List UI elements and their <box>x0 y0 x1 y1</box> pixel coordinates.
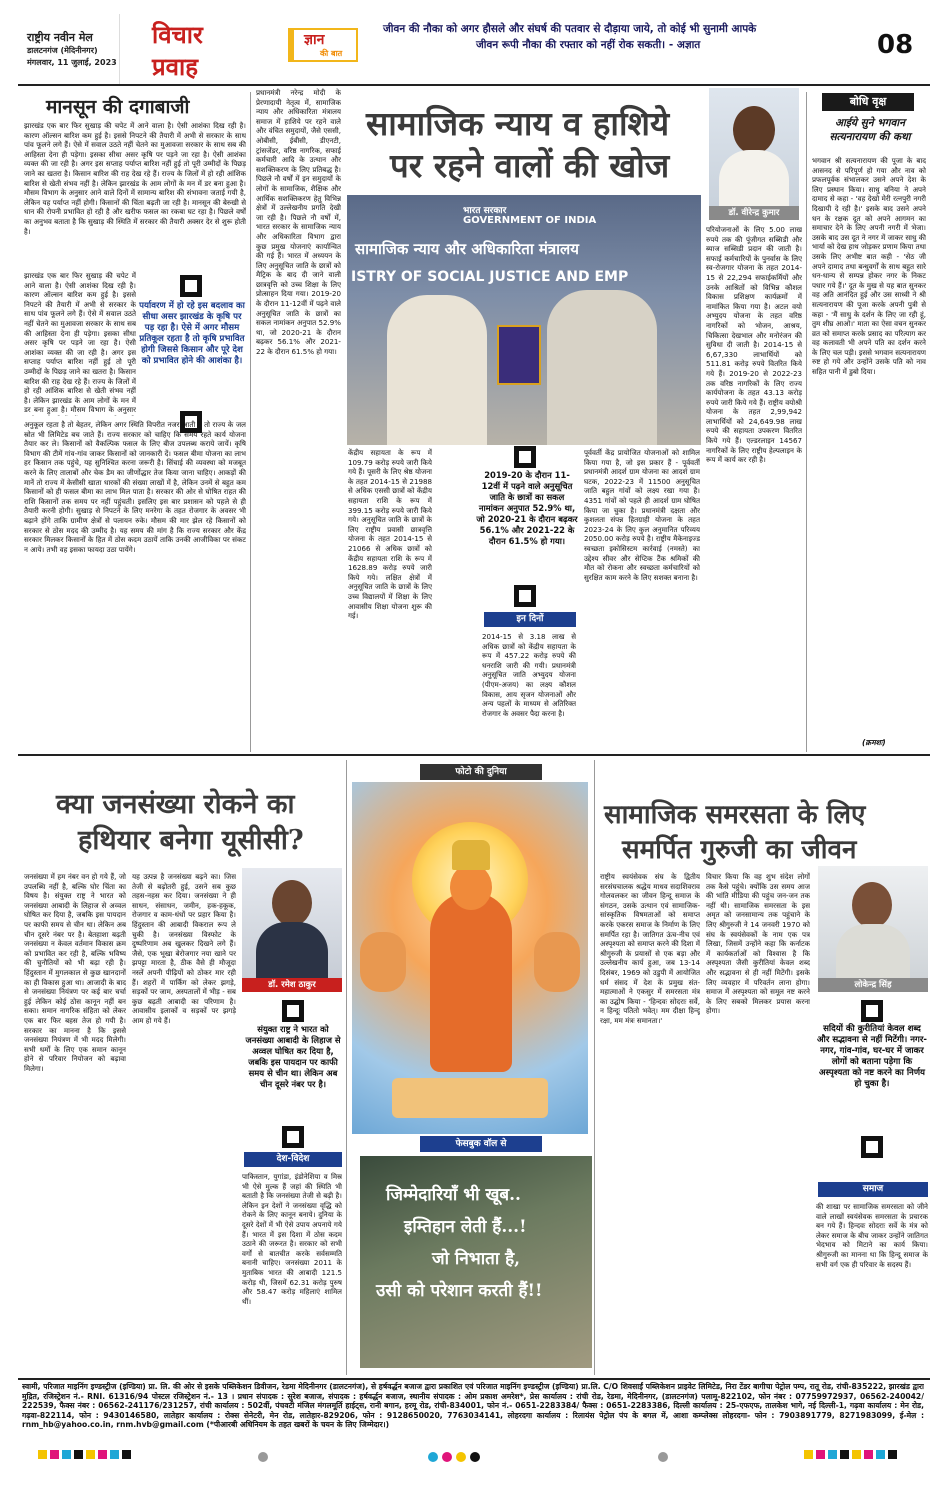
quote-mark-icon <box>180 275 202 297</box>
author-photo-lokendra <box>818 866 928 978</box>
gyan-sub-label: की बात <box>320 49 343 58</box>
samrasta-title-line-2: समर्पित गुरुजी का जीवन <box>622 835 857 865</box>
editorial-body-1: झारखंड एक बार फिर सुखाड़ की चपेट में आने वाला है। ऐसी आशंका दिख रही है। कारण ऑल्सन बारिश कम हुई है। इससे निपटने की तैयारी में अभी से सरकार के साथ पांव फूलने लगे हैं। ऐसे में सवाल उठते नहीं चेतने का मुआवजा सरकार के साथ सब की आहिस्ता देना ही पड़ेगा। इसका सीधा असर कृषि पर पड़ने जा रहा है। ऐसी आशंका व्यक्त की जा रही है। अगर इस सप्ताह पर्याप्त बारिश नहीं हुई तो पूरी उम्मीदों के पिछड़ जाने का खतरा है। किसान बारिश की राह देख रहे हैं। राज्य के जिलों में हो रही आंशिक बारिश से खेती संभव नहीं है। लेकिन झारखंड के आम लोगों के मन में डर बना हुआ है। मौसम विभाग के अनुसार आने वाले दिनों में सामान्य बारिश की संभावना जताई गयी है, लेकिन यह पर्याप्त नहीं होगी। किसानों की चिंता बढ़ती जा रही है। मानसून की बेरुखी से धान की रोपनी प्रभावित हो रही है और खरीफ फसल का रकबा घट रहा है। पिछले वर्षों का अनुभव बताता है कि सुखाड़ की स्थिति में सरकार की तैयारी अक्सर देर से शुरू होती है। <box>24 121 246 236</box>
samrasta-col-2: विचार किया कि वह शुभ संदेश लोगों तक कैसे पहुंचे। क्योंकि उस समय आज की भांति मीडिया की पहुंच जन-जन तक नहीं थी। सामाजिक समरसता के इस अमृत को जनसामान्य तक पहुंचाने के लिए श्रीगुरुजी ने 14 जनवरी 1970 को संघ के स्वयंसेवकों के नाम एक पत्र लिखा, जिसमें उन्होंने कहा कि कर्नाटक में कार्यकर्ताओं को विश्वास है कि अस्पृश्यता जैसी कुरीतियां केवल शब्द और सद्भावना से ही नहीं मिटेंगी। इसके लिए व्यवहार में परिवर्तन लाना होगा। समाज में अस्पृश्यता को समूल नष्ट करने के लिए सबको मिलकर प्रयास करना होगा। <box>706 872 810 1016</box>
in-days-label: इन दिनों <box>484 612 576 627</box>
bodh-vriksh-footer: (क्रमशः) <box>862 738 886 747</box>
photo-banner-text-4: ISTRY OF SOCIAL JUSTICE AND EMP <box>351 269 629 285</box>
figure-body <box>430 892 512 1072</box>
author-caption-virendra: डॉ. वीरेन्द्र कुमार <box>709 206 799 220</box>
divider <box>18 1378 930 1380</box>
quote-mark-icon <box>282 1000 304 1022</box>
facebook-wall-label: फेसबुक वॉल से <box>420 1136 542 1152</box>
ucc-col-3: पाकिस्तान, युगांडा, इंडोनेशिया व मिस्र भी ऐसे मुल्क हैं जहां की स्थिति भी बताती है कि जनसंख्या तेजी से बढ़ी है। लेकिन इन देशों ने जनसंख्या वृद्धि को रोकने के लिए कानून बनाये। दुनिया के दूसरे देशों में भी ऐसे उपाय अपनाये गये हैं। भारत में इस दिशा में ठोस कदम उठाने की जरूरत है। सरकार को सभी वर्गों से बातचीत करके सर्वसम्मति बनानी चाहिए। जनसंख्या 2011 के मुताबिक भारत की आबादी 121.5 करोड़ थी, जिसमें 62.31 करोड़ पुरुष और 58.47 करोड़ महिलाएं शामिल थीं। <box>242 1172 342 1306</box>
desh-videsh-label: देश-विदेश <box>244 1152 342 1167</box>
divider <box>594 760 595 1375</box>
photo-banner-text-3: सामाजिक न्याय और अधिकारिता मंत्रालय <box>355 240 579 258</box>
fb-quote-line-3: जो निभाता है, <box>432 1249 521 1269</box>
quote-mark-icon <box>861 1000 883 1022</box>
editorial-pullquote <box>138 275 246 435</box>
ucc-col-2: यह उत्पन्न है जनसंख्या बढ़ने का। जिस तेजी से बढ़ोतरी हुई, उसने सब कुछ तहस-नहस कर दिया। जनसंख्या ने ही साधन, संसाधन, जमीन, हक-हकूक, रोजगार व काम-धंधों पर प्रहार किया है। हिंदुस्तान की आबादी विकराल रूप ले चुकी है। जनसंख्या विस्फोट के दुष्परिणाम अब खुलकर दिखने लगे हैं। जैसे, एक भूखा बेरोजगार नया खाने पर झपट्टा मारता है, ठीक वैसे ही मौजूदा नस्लें अपनी पीढ़ियों को ठोकर मार रही हैं। शहरों में पार्किंग को लेकर झगड़े, सड़कों पर जाम, अस्पतालों में भीड़ - सब कुछ बढ़ती आबादी का परिणाम है। आवासीय इलाकों व सड़कों पर झगड़े आम हो गये हैं। <box>132 872 236 1025</box>
bodh-vriksh-title: आईये सुने भगवान सत्यनारायण की कथा <box>829 117 911 143</box>
person-left <box>387 295 487 445</box>
samrasta-col-1: राष्ट्रीय स्वयंसेवक संघ के द्वितीय सरसंघचालक श्रद्धेय माधव सदाशिवराव गोलवलकर का जीवन हिन्दू समाज के संगठन, उसके उत्थान एवं सामाजिक-सांस्कृतिक विषमताओं को समाप्त करके एकरस समाज के निर्माण के लिए समर्पित रहा है। जातिगत ऊंच-नीच एवं अस्पृश्यता को समाप्त करने की दिशा में श्रीगुरुजी के प्रयासों से एक बड़ा और उल्लेखनीय कार्य हुआ, जब 13-14 दिसंबर, 1969 को उडुपी में आयोजित धर्म संसद में देश के प्रमुख संत-महात्माओं ने एकसुर में समरसता मंत्र का उद्घोष किया - 'हिन्दवः सोदराः सर्वे, न हिन्दूः पतितो भवेत्। मम दीक्षा हिन्दू रक्षा, मम मंत्रः समानता।' <box>600 872 700 1025</box>
quote-mark-icon-2 <box>514 585 536 607</box>
crown <box>452 840 490 870</box>
masthead-rule <box>18 84 930 86</box>
edition: डालटनगंज (मेदिनीनगर) <box>27 46 98 55</box>
author-caption-ramesh: डॉ. रमेश ठाकुर <box>242 978 342 992</box>
page-number: 08 <box>877 30 914 60</box>
gyan-label: ज्ञान <box>304 32 325 48</box>
pullquote-text: पर्यावरण में हो रहे इस बदलाव का सीधा असर झारखंड के कृषि पर पड़ रहा है। ऐसे में अगर मौसम प्रतिकूल रहता है तो कृषि प्रभावित होगी जिससे किसान और पूरे देश को प्रभावित होने की आशंका है। <box>139 301 245 366</box>
side-deity-right <box>534 932 580 992</box>
quote-line-2: जीवन रूपी नौका की रफ्तार को नहीं रोक सकती। - अज्ञात <box>476 39 701 51</box>
book-image <box>497 325 541 385</box>
ucc-pullquote <box>244 1000 342 1150</box>
sj-col-5: परियोजनाओं के लिए 5.00 लाख रुपये तक की पूंजीगत सब्सिडी और ब्याज सब्सिडी प्रदान की जाती है। सफाई कर्मचारियों के पुनर्वास के लिए स्व-रोजगार योजना के तहत 2014-15 से 22,294 सफाईकर्मियों और उनके आश्रितों को विभिन्न कौशल विकास प्रशिक्षण कार्यक्रमों में नामांकित किया गया है। अटल वयो अभ्युदय योजना के तहत वरिष्ठ नागरिकों को भोजन, आश्रय, चिकित्सा देखभाल और मनोरंजन की सुविधा दी जाती है। 2014-15 से 6,67,330 लाभार्थियों को 511.81 करोड़ रुपये वितरित किये गये हैं। 2019-20 से 2022-23 तक वरिष्ठ नागरिकों के लिए राज्य कार्ययोजना के तहत 43.13 करोड़ रुपये जारी किये गये हैं। राष्ट्रीय वयोश्री योजना के तहत 2,99,942 लाभार्थियों को 24,649.98 लाख रुपये की सहायता उपकरण वितरित किये गये हैं। एल्डरलाइन 14567 नागरिकों के लिए राष्ट्रीय हेल्पलाइन के रूप में कार्य कर रही है। <box>706 225 802 465</box>
ucc-pullquote-text: संयुक्त राष्ट्र ने भारत को जनसंख्या आबादी के लिहाज से अव्वल घोषित कर दिया है, जबकि इस पायदान पर काफी समय से चीन था। लेकिन अब चीन दूसरे नंबर पर है। <box>245 1024 341 1089</box>
ucc-title-line-1: क्या जनसंख्या रोकने का <box>56 789 295 820</box>
side-deity-left <box>360 932 406 992</box>
section-title-pravah: प्रवाह <box>152 52 198 81</box>
hanuman-image <box>352 782 588 1134</box>
ucc-title-line-2: हथियार बनेगा यूसीसी? <box>78 825 304 856</box>
quote-line-1: जीवन की नौका को अगर हौसले और संघर्ष की पतवार से दौड़ाया जाये, तो कोई भी सुनामी आपके <box>383 23 757 35</box>
sj-pullquote-text: 2019-20 के दौरान 11-12वीं में पढ़ने वाले अनुसूचित जाति के छात्रों का सकल नामांकन अनुपात 52.9% था, जो 2020-21 के दौरान बढ़कर 56.1% और 2021-22 के दौरान 61.5% हो गया। <box>476 470 578 546</box>
sj-col-4: पूर्ववर्ती केंद्र प्रायोजित योजनाओं को शामिल किया गया है, जो इस प्रकार हैं - पूर्ववर्ती प्रधानमंत्री आदर्श ग्राम योजना का आदर्श ग्राम घटक, 2022-23 में 11500 अनुसूचित जाति बहुल गांवों को लक्ष्य रखा गया है। 4351 गांवों को पहले ही आदर्श ग्राम घोषित किया जा चुका है। प्रधानमंत्री दक्षता और कुशलता संपन्न हितग्राही योजना के तहत 2023-24 के लिए कुल अनुमानित परिव्यय 2050.00 करोड़ रुपये है। राष्ट्रीय मैकेनाइज्ड स्वच्छता इकोसिस्टम कार्रवाई (नमस्ते) का उद्देश्य सीवर और सेप्टिक टैंक श्रमिकों की मौत को रोकना और स्वच्छता कर्मचारियों को सुरक्षित काम करने के लिए सशक्त बनाना है। <box>584 448 700 582</box>
divider <box>806 92 807 752</box>
quote-mark-icon <box>514 446 536 468</box>
pedestal <box>392 1078 548 1118</box>
sj-pullquote <box>476 446 578 576</box>
section-banner <box>119 14 239 84</box>
sj-title-line-1: सामाजिक न्याय व हाशिये <box>366 104 670 143</box>
sj-col-1: प्रधानमंत्री नरेन्द्र मोदी के प्रेरणादायी नेतृत्व में, सामाजिक न्याय और अधिकारिता मंत्रालय समाज में हाशिये पर रहने वाले और वंचित समुदायों, जैसे एससी, ओबीसी, ईबीसी, डीएनटी, ट्रांसजेंडर, वरिष्ठ नागरिक, सफाई कर्मचारी आदि के उत्थान और सशक्तिकरण के लिए प्रतिबद्ध है। पिछले नौ वर्षों में इन समुदायों के लोगों के सामाजिक, शैक्षिक और आर्थिक सशक्तिकरण हेतु विभिन्न क्षेत्रों में उल्लेखनीय प्रगति देखी जा रही है। पिछले नौ वर्षों में, भारत सरकार के सामाजिक न्याय और अधिकारिता विभाग द्वारा कुछ प्रमुख योजनाएं कार्यान्वित की गई हैं। भारत में अध्ययन के लिए अनुसूचित जाति के छात्रों को मैट्रिक के बाद दी जाने वाली छात्रवृत्ति को उच्च शिक्षा के लिए प्रोत्साहन दिया गया। 2019-20 के दौरान 11-12वीं में पढ़ने वाले अनुसूचित जाति के छात्रों का सकल नामांकन अनुपात 52.9% था, जो 2020-21 के दौरान बढ़कर 56.1% और 2021-22 के दौरान 61.5% हो गया। <box>256 88 341 357</box>
divider <box>250 92 251 752</box>
sj-col-3: केंद्रीय सहायता के रूप में 109.79 करोड़ रुपये जारी किये गये हैं। पूसरी के लिए श्रेष्ठ योजना के तहत 2014-15 से 21988 से अधिक एससी छात्रों को केंद्रीय सहायता राशि के रूप में 399.15 करोड़ रुपये जारी किये गये। अनुसूचित जाति के छात्रों के लिए राष्ट्रीय प्रवासी छात्रवृत्ति योजना के तहत 2014-15 से 21066 से अधिक छात्रों को केंद्रीय सहायता राशि के रूप में 1628.89 करोड़ रुपये जारी किये गये। लक्षित क्षेत्रों में अनुसूचित जाति के छात्रों के लिए उच्च विद्यालयों में शिक्षा के लिए आवासीय शिक्षा योजना शुरू की गई। <box>348 448 432 621</box>
bodh-vriksh-label: बोधि वृक्ष <box>822 93 914 111</box>
bodh-vriksh-body: भगवान श्री सत्यनारायण की पूजा के बाद आसनद से परिपूर्ण हो गया और नाव को प्रफलपूर्वक संभालकर उसने अपने देश के लिए प्रस्थान किया। साधु बनिया ने अपने दामाद से कहा - 'वह देखो मेरी रत्नपुरी नगरी दिखायी दे रही है।' इसके बाद उसने अपने धन के रक्षक दूत को अपने आगमन का समाचार देने के लिए अपनी नगरी में भेजा। उसके बाद उस दूत ने नगर में जाकर साधु की भार्या को देख हाथ जोड़कर प्रणाम किया तथा उसके लिए अभीष्ट बात कही - 'सेठ जी अपने दामाद तथा बन्धुवर्गों के साथ बहुत सारे धन-धान्य से सम्पन्न होकर नगर के निकट पधार गये हैं।' दूत के मुख से यह बात सुनकर वह अति आनंदित हुई और उस साध्वी ने श्री सत्यनारायण की पूजा करके अपनी पुत्री से कहा - 'मैं साधु के दर्शन के लिए जा रही हूं, तुम शीघ्र आओ।' माता का ऐसा वचन सुनकर व्रत को समाप्त करके प्रसाद का परित्याग कर वह कलावती भी अपने पति का दर्शन करने के लिए चल पड़ी। इससे भगवान सत्यनारायण रुष्ट हो गये और उन्होंने उसके पति को नाव सहित पानी में डुबो दिया। <box>812 156 926 377</box>
fb-quote-line-1: जिम्मेदारियाँ भी खूब.. <box>386 1185 521 1205</box>
person-right <box>547 290 657 445</box>
paper-name: राष्ट्रीय नवीन मेल <box>27 31 93 44</box>
divider <box>346 760 347 1375</box>
editorial-body-2: अनुकूल रहता है तो बेहतर, लेकिन अगर स्थिति विपरीत नजर आती है तो राज्य के जल स्रोत भी लिमिटेड बच जाते हैं। राज्य सरकार को चाहिए कि समय रहते कार्य योजना तैयार कर ले। किसानों को वैकल्पिक फसल के लिए बीज उपलब्ध कराये जायें। कृषि विभाग की टीमें गांव-गांव जाकर किसानों को जानकारी दें। फसल बीमा योजना का लाभ हर किसान तक पहुंचे, यह सुनिश्चित करना जरूरी है। सिंचाई की व्यवस्था को मजबूत करने के लिए तालाबों और चेक डैम का जीर्णोद्धार तेज किया जाना चाहिए। आकड़ों की मानें तो राज्य में केसीसी खाता धारकों की संख्या लाखों में है, लेकिन उनमें से बहुत कम किसानों को ही फसल बीमा का लाभ मिल पाता है। सरकार की ओर से घोषित राहत की राशि किसानों तक समय पर नहीं पहुंचती। इसलिए इस बार प्रशासन को पहले से ही तैयारी करनी होगी। सुखाड़ से निपटने के लिए मनरेगा के तहत रोजगार के अवसर भी बढ़ाने होंगे ताकि ग्रामीण क्षेत्रों से पलायन रुके। मौसम की मार झेल रहे किसानों को सरकार से ठोस मदद की उम्मीद है। यह समय की मांग है कि राज्य सरकार और केंद्र सरकार मिलकर किसानों के हित में ठोस कदम उठायें ताकि उनकी आजीविका पर संकट न आये। तभी वह इसका फायदा उठा पायेंगे। <box>24 420 246 554</box>
sj-photo <box>347 195 701 445</box>
masthead <box>0 0 945 92</box>
author-photo-ramesh <box>242 868 342 978</box>
samrasta-col-3: की शाखा पर सामाजिक समरसता को जीने वाले लाखों स्वयंसेवक समरसता के प्रचारक बन गये हैं। हिन्दवः सोदराः सर्वे के मंत्र को लेकर समाज के बीच जाकर उन्होंने जातिगत भेदभाव को मिटाने का कार्य किया। श्रीगुरुजी का मानना था कि हिन्दू समाज के सभी वर्ग एक ही परिवार के सदस्य हैं। <box>816 1202 928 1269</box>
samrasta-pullquote-text: सदियों की कुरीतियां केवल शब्द और सद्भावना से नहीं मिटेंगी। नगर-नगर, गांव-गांव, घर-घर में जाकर लोगों को बताना पड़ेगा कि अस्पृश्यता को नष्ट करने का निर्णय हो चुका है। <box>817 1024 927 1089</box>
quote-image <box>360 1156 592 1368</box>
section-title-vichar: विचार <box>152 20 203 49</box>
sj-title-line-2: पर रहने वालों की खोज <box>390 146 670 185</box>
photo-banner-text-2: GOVERNMENT OF INDIA <box>463 215 597 226</box>
author-photo-virendra <box>709 88 799 206</box>
samrasta-pullquote <box>816 1000 928 1150</box>
quote-mark-icon-bottom <box>282 1126 304 1148</box>
in-days-text: 2014-15 से 3.18 लाख से अधिक छात्रों को केंद्रीय सहायता के रूप में 457.22 करोड़ रुपये की धनराशि जारी की गयी। प्रधानमंत्री अनुसूचित जाति अभ्युदय योजना (पीएम-अजय) का लक्ष्य कौशल विकास, आय सृजन योजनाओं और अन्य पहलों के माध्यम से अतिरिक्त रोजगार के अवसर पैदा करना है। <box>482 632 576 718</box>
editorial-title: मानसून की दगाबाजी <box>46 96 190 118</box>
samaj-label: समाज <box>818 1182 928 1197</box>
fb-quote-line-4: उसी को परेशान करती हैं!! <box>376 1281 543 1301</box>
gyan-ki-baat-box <box>288 28 358 62</box>
color-registration-strip <box>18 1450 930 1464</box>
fb-quote-line-2: इम्तिहान लेती हैं...! <box>404 1217 527 1237</box>
author-caption-lokendra: लोकेन्द्र सिंह <box>818 978 928 992</box>
divider <box>18 754 930 756</box>
editorial-body-1b: झारखंड एक बार फिर सुखाड़ की चपेट में आने वाला है। ऐसी आशंका दिख रही है। कारण ऑल्सन बारिश कम हुई है। इससे निपटने की तैयारी में अभी से सरकार के साथ पांव फूलने लगे हैं। ऐसे में सवाल उठते नहीं चेतने का मुआवजा सरकार के साथ सब की आहिस्ता देना ही पड़ेगा। इसका सीधा असर कृषि पर पड़ने जा रहा है। ऐसी आशंका व्यक्त की जा रही है। अगर इस सप्ताह पर्याप्त बारिश नहीं हुई तो पूरी उम्मीदों के पिछड़ जाने का खतरा है। किसान बारिश की राह देख रहे हैं। राज्य के जिलों में हो रही आंशिक बारिश से खेती संभव नहीं है। लेकिन झारखंड के आम लोगों के मन में डर बना हुआ है। मौसम विभाग के अनुसार <box>24 271 136 415</box>
ucc-col-1: जनसंख्या में हम नंबर वन हो गये हैं, जो उपलब्धि नहीं है, बल्कि घोर चिंता का विषय है। संयुक्त राष्ट्र ने भारत को जनसंख्या आबादी के लिहाज से अव्वल घोषित कर दिया है, जबकि इस पायदान पर काफी समय से चीन था। लेकिन अब चीन दूसरे नंबर पर है। बेतहाशा बढ़ती जनसंख्या न केवल वर्तमान विकास क्रम को प्रभावित कर रही है, बल्कि भविष्य की चुनौतियों को भी बढ़ा रही है। हिंदुस्तान में मुगलकाल से कुछ खानदानों का ही विकास हुआ था। आजादी के बाद से जनसंख्या नियंत्रण पर कई बार चर्चा हुई लेकिन कोई ठोस कानून नहीं बन सका। समान नागरिक संहिता को लेकर एक बार फिर बहस तेज हो गयी है। सरकार का मानना है कि इससे जनसंख्या नियंत्रण में भी मदद मिलेगी। सभी धर्मों के लिए एक समान कानून होने से परिवार नियोजन को बढ़ावा मिलेगा। <box>24 872 126 1073</box>
imprint: स्वामी, परिजात माइनिंग इण्डस्ट्रीज (इण्डिया) प्रा. लि. की ओर से इसके पब्लिकेशन डिवीजन, रेडमा मेदिनीनगर (डालटनगंज), से हर्षवर्द्धन बजाज द्वारा प्रकाशित एवं परिजात माइनिंग इण्डस्ट्रीज (इण्डिया) प्रा.लि. C/O शिवसाईं पब्लिकेशन प्राइवेट लिमिटेड, निरा टेंडर बागीचा पेट्रोल पम्प, रातू रोड, रांची-835222, झारखंड द्वारा मुद्रित, रजिस्ट्रेशन नं.- RNI. 61316/94 पोस्टल रजिस्ट्रेशन नं.- 13 । प्रधान संपादक : सुरेश बजाज, संपादक : हर्षवर्द्धन बजाज, स्थानीय संपादक : ओम प्रकाश अमरेश*, प्रेस कार्यालय : रांची रोड, रेडमा, मेदिनीनगर, (डालटनगंज) पलामू-822102, फोन नंबर : 07759972937, 06562-240042/ 222539, फैक्स नंबर : 06562-241176/231257, रांची कार्यालय : 502वीं, पंचवटी मंजिल मंगलमूर्ति हाईट्स, रानी बगान, हरमू रोड, रांची-834001, फोन नं.- 0651-2283384/ फैक्स : 0651-2283386, दिल्ली कार्यालय : 25-एफएफ, तालकेश भागे, नई दिल्ली-1, गढ़वा कार्यालय : मेन रोड, गढ़वा-822114, फोन : 9430146580, लातेहार कार्यालय : रोक्स सेनेटरी, मेन रोड, लातेहार-829206, फोन : 9128650020, 7763034141, लोहरदगा कार्यालय : रिलायंस पेट्रोल पंप के बगल में, आशा कम्प्लेक्स लोहरदगा- फोन : 7903891779, 8271983099, ई-मेल : rnm_hb@yahoo.co.in, rnm.hvb@gmail.com (*पीआरबी अधिनियम के तहत खबरों के चयन के लिए जिम्मेदार।) <box>22 1382 924 1429</box>
issue-date: मंगलवार, 11 जुलाई, 2023 <box>27 58 117 67</box>
figure-face <box>450 864 492 910</box>
photo-banner-text-1: भारत सरकार <box>463 206 507 216</box>
samrasta-title-line-1: सामाजिक समरसता के लिए <box>604 800 866 830</box>
photo-of-world-label: फोटो की दुनिया <box>420 764 542 780</box>
quote-mark-icon-bottom <box>861 1136 883 1158</box>
